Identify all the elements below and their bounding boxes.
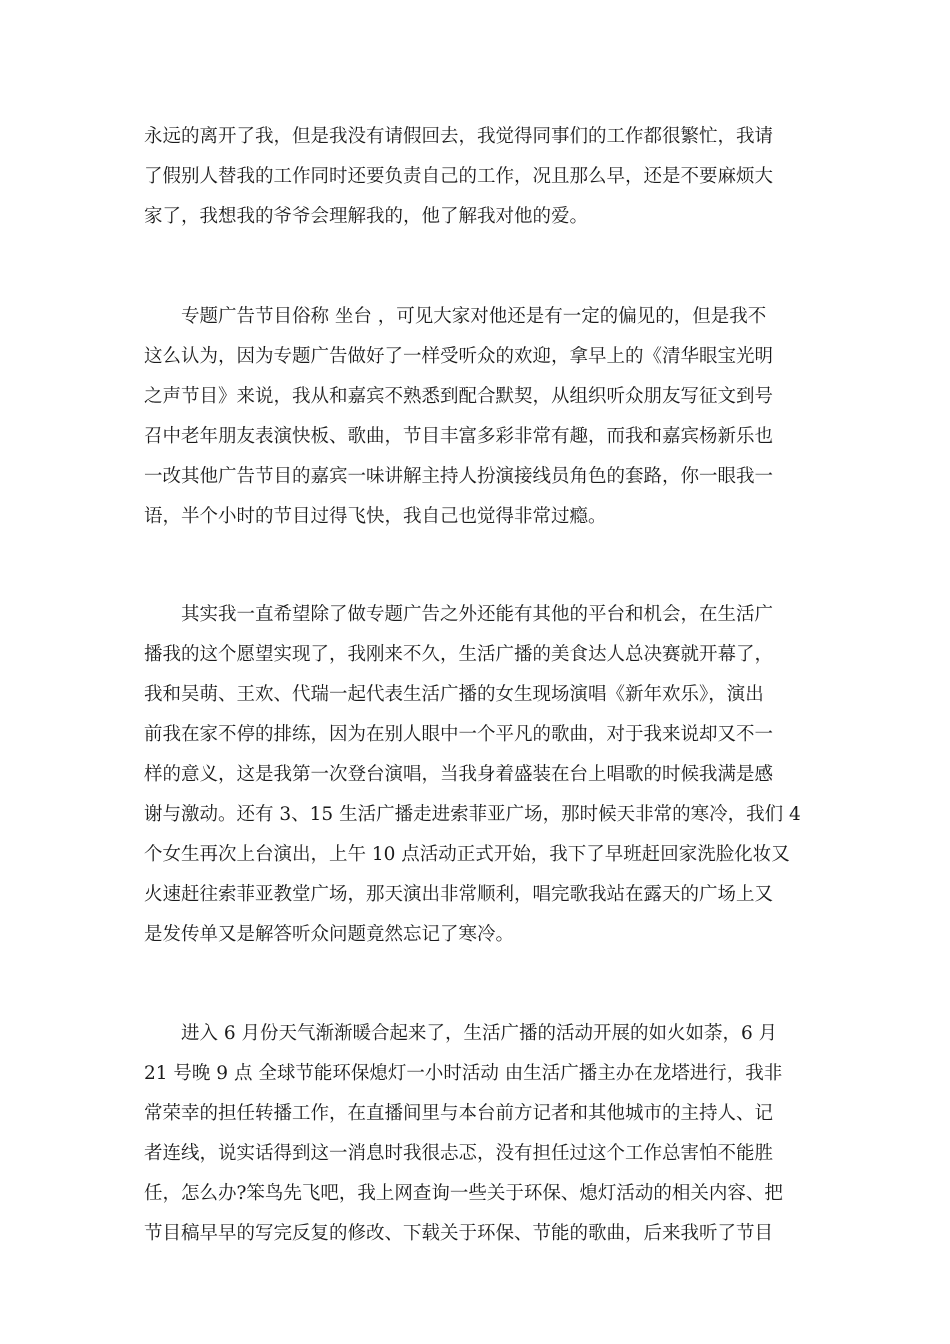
text-line: 个女生再次上台演出，上午 10 点活动正式开始，我下了早班赶回家洗脸化妆又 — [144, 844, 790, 865]
text-line: 样的意义，这是我第一次登台演唱，当我身着盛装在台上唱歌的时候我满是感 — [144, 764, 774, 785]
text-line: 播我的这个愿望实现了，我刚来不久，生活广播的美食达人总决赛就开幕了， — [144, 644, 774, 665]
text-line: 我和吴萌、王欢、代瑞一起代表生活广播的女生现场演唱《新年欢乐》，演出 — [144, 684, 764, 705]
text-line: 了假别人替我的工作同时还要负责自己的工作，况且那么早，还是不要麻烦大 — [144, 166, 774, 187]
text-line: 者连线，说实话得到这一消息时我很忐忑，没有担任过这个工作总害怕不能胜 — [144, 1143, 774, 1164]
text-line: 之声节目》来说，我从和嘉宾不熟悉到配合默契，从组织听众朋友写征文到号 — [144, 386, 774, 407]
text-line: 进入 6 月份天气渐渐暖合起来了，生活广播的活动开展的如火如荼，6 月 — [144, 1023, 778, 1044]
text-line: 语，半个小时的节目过得飞快，我自己也觉得非常过瘾。 — [144, 506, 607, 527]
text-line: 专题广告节目俗称 坐台 ，可见大家对他还是有一定的偏见的，但是我不 — [144, 306, 767, 327]
text-line: 家了，我想我的爷爷会理解我的，他了解我对他的爱。 — [144, 206, 589, 227]
text-line: 是发传单又是解答听众问题竟然忘记了寒冷。 — [144, 924, 515, 945]
text-line: 召中老年朋友表演快板、歌曲，节目丰富多彩非常有趣，而我和嘉宾杨新乐也 — [144, 426, 774, 447]
text-line: 常荣幸的担任转播工作，在直播间里与本台前方记者和其他城市的主持人、记 — [144, 1103, 774, 1124]
text-line: 一改其他广告节目的嘉宾一味讲解主持人扮演接线员角色的套路，你一眼我一 — [144, 466, 774, 487]
text-line: 其实我一直希望除了做专题广告之外还能有其他的平台和机会，在生活广 — [144, 604, 774, 625]
text-line: 永远的离开了我，但是我没有请假回去，我觉得同事们的工作都很繁忙，我请 — [144, 126, 774, 147]
text-line: 节目稿早早的写完反复的修改、下载关于环保、节能的歌曲，后来我听了节目 — [144, 1223, 774, 1244]
text-line: 这么认为，因为专题广告做好了一样受听众的欢迎，拿早上的《清华眼宝光明 — [144, 346, 774, 367]
text-line: 火速赶往索菲亚教堂广场，那天演出非常顺利，唱完歌我站在露天的广场上又 — [144, 884, 774, 905]
text-line: 21 号晚 9 点 全球节能环保熄灯一小时活动 由生活广播主办在龙塔进行，我非 — [144, 1063, 783, 1084]
text-line: 前我在家不停的排练，因为在别人眼中一个平凡的歌曲，对于我来说却又不一 — [144, 724, 774, 745]
text-line: 谢与激动。还有 3、15 生活广播走进索菲亚广场，那时候天非常的寒冷，我们 4 — [144, 804, 801, 825]
text-line: 任，怎么办?笨鸟先飞吧，我上网查询一些关于环保、熄灯活动的相关内容、把 — [144, 1183, 783, 1204]
